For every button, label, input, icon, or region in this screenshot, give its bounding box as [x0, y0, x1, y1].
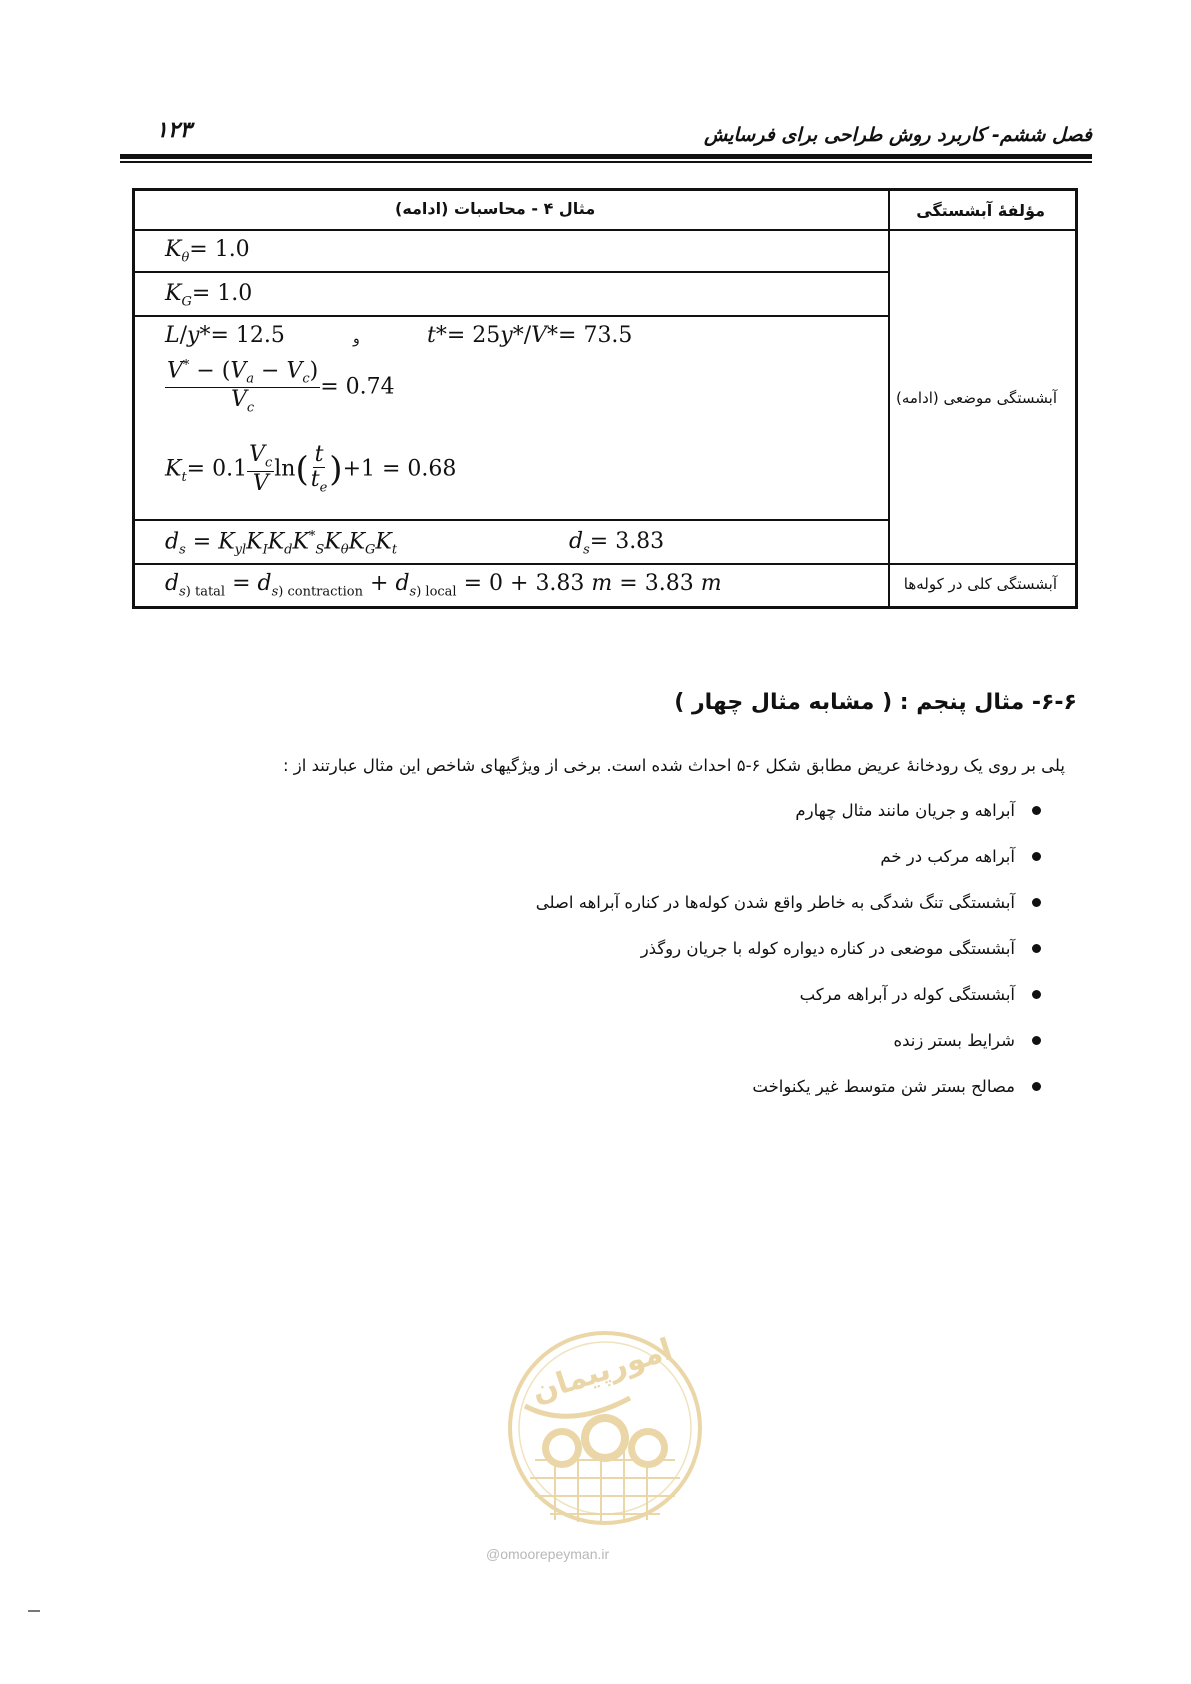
- eq-velocity-ratio: $\frac{V^* - (V_a - V_c)}{V_c}$ = 0.74: [167, 358, 395, 416]
- calculation-table: [132, 188, 1078, 609]
- eq-total-scour: $d_{s) tatal} = d_{s) contraction} + d_{s) local} = 0 + 3.83$ m = 3.83 m: [165, 571, 722, 600]
- bullet-icon: [1032, 852, 1041, 861]
- bullet-icon: [1032, 898, 1041, 907]
- row-line-k-theta: [135, 271, 888, 273]
- watermark-logo: [490, 1310, 720, 1570]
- header-scour-component: مؤلفۀ آبشستگی: [916, 201, 1045, 220]
- watermark-site: @omoorepeyman.ir: [486, 1546, 610, 1562]
- list-item: شرایط بستر زنده: [536, 1030, 1041, 1076]
- section-intro: پلی بر روی یک رودخانۀ عریض مطابق شکل ۶-۵ احداث شده است. برخی از ویژگیهای شاخص این مثال عبارتند از :: [282, 756, 1065, 775]
- eq-l-over-y: L/y*= 12.5: [165, 323, 285, 348]
- header-calculations: مثال ۴ - محاسبات (ادامه): [395, 199, 596, 218]
- section-title: ۶-۶- مثال پنجم : ( مشابه مثال چهار ): [674, 690, 1077, 715]
- column-divider: [888, 191, 890, 606]
- page-number: ۱۲۳: [156, 118, 192, 143]
- and-connector: و: [353, 331, 360, 347]
- list-item: آبشستگی موضعی در کناره دیواره کوله با جریان روگذر: [536, 938, 1041, 984]
- eq-ds-product: $d_s = K_{yl}K_IK_dK^*_SK_\theta K_GK_t$: [165, 529, 398, 558]
- row-line-ds: [135, 563, 1075, 565]
- header-rule-thick: [120, 154, 1092, 159]
- page-header: [120, 118, 1092, 168]
- label-total-scour: آبشستگی کلی در کوله‌ها: [903, 575, 1057, 593]
- list-item: آبراهه و جریان مانند مثال چهارم: [536, 800, 1041, 846]
- eq-k-t: $K_t= 0.1$ $\frac{V_c}{V}$ ln( $\frac{t}{t_e}$ )+1 = 0.68: [165, 442, 457, 496]
- bullet-icon: [1032, 990, 1041, 999]
- logo-text: امورپیمان: [527, 1331, 677, 1411]
- list-item: مصالح بستر شن متوسط غیر یکنواخت: [536, 1076, 1041, 1122]
- row-line-k-g: [135, 315, 888, 317]
- eq-ds-value: $d_s= 3.83$: [569, 529, 665, 558]
- corner-mark: [28, 1610, 40, 1612]
- bullet-icon: [1032, 1082, 1041, 1091]
- row-line-kt: [135, 519, 888, 521]
- eq-k-g: $K_G= 1.0$: [165, 281, 253, 310]
- list-item: آبراهه مرکب در خم: [536, 846, 1041, 892]
- chapter-title: فصل ششم- کاربرد روش طراحی برای فرسایش: [704, 124, 1092, 146]
- feature-list: [536, 800, 1041, 1122]
- eq-t-star: t*= 25y*/V*= 73.5: [427, 323, 633, 348]
- list-item: آبشستگی کوله در آبراهه مرکب: [536, 984, 1041, 1030]
- list-item: آبشستگی تنگ شدگی به خاطر واقع شدن کوله‌ها در کناره آبراهه اصلی: [536, 892, 1041, 938]
- eq-k-theta: $K_\theta= 1.0$: [165, 237, 250, 266]
- header-rule-thin: [120, 161, 1092, 163]
- bullet-icon: [1032, 944, 1041, 953]
- bullet-icon: [1032, 806, 1041, 815]
- bullet-icon: [1032, 1036, 1041, 1045]
- header-row-line: [135, 229, 1075, 231]
- label-local-scour: آبشستگی موضعی (ادامه): [895, 389, 1057, 407]
